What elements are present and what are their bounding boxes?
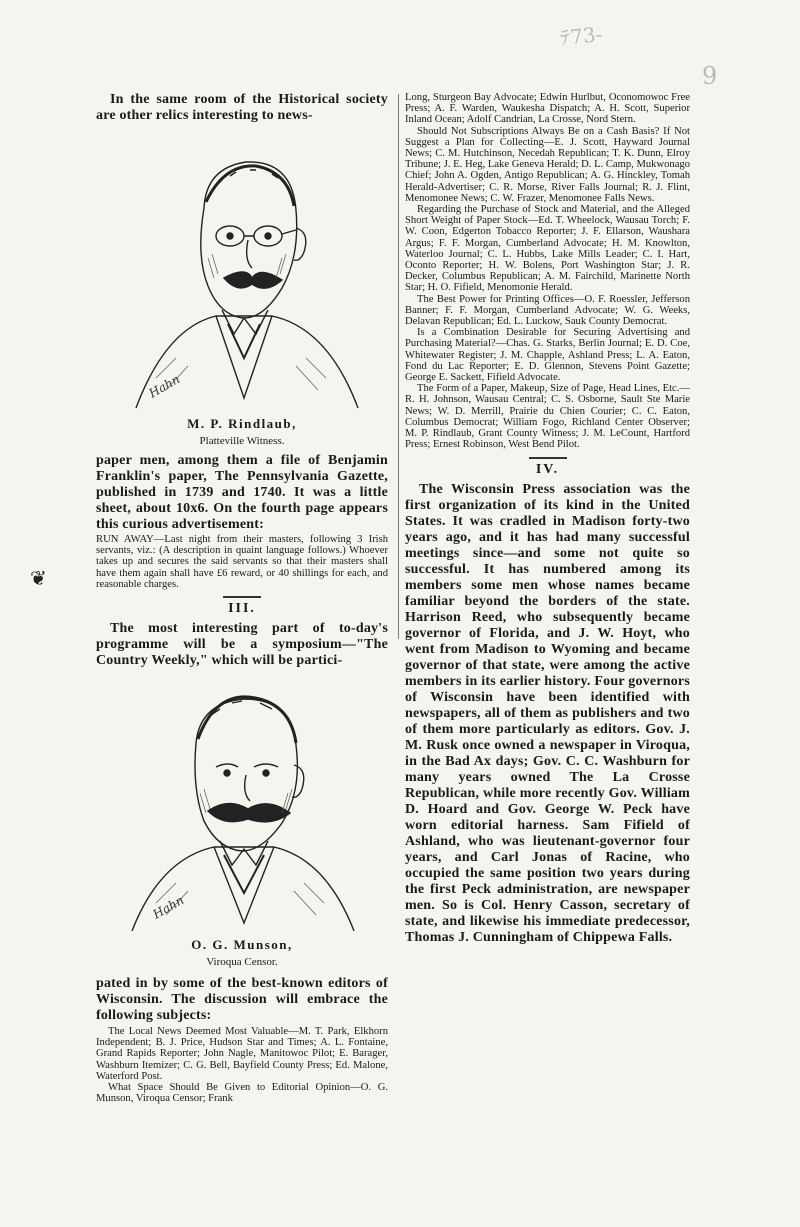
section-heading-iv: IV. [405, 457, 690, 478]
column-rule [398, 94, 399, 639]
portrait-rindlaub [96, 128, 388, 447]
topic-combination: Is a Combination Desirable for Securing Advertising and Purchasing Material?—Chas. G. Starks, Berlin Journal; E. D. Coe, Whitewater Register; J. M. Chapple, Ashland Press; L. A. Eaton, Fond du Lac Reporter; E. D. Glennon, Stevens Point Gazette; George E. Sackett, Fifield Advocate. [405, 327, 690, 384]
portrait-name: M. P. Rindlaub, [187, 416, 297, 431]
section4-paragraph: The Wisconsin Press association was the first organization of its kind in the United States. It was cradled in Madison forty-two years ago, and it has had many successful meetings since—and some not quite so successful. It has numbered among its members some men whose names became familiar beyond the borders of the state. Harrison Reed, who subsequently became governor of Florida, and J. W. Hoyt, who went from Madison to Wyoming and became governor of that state, were among the active members in its earlier history. Four governors of Wisconsin have been identified with newspapers, all of them as publishers and two of them more particularly as editors. Gov. J. M. Rusk once owned a newspaper in Viroqua, in the Bad Ax days; Gov. C. C. Washburn for many years owned The La Crosse Republican, while more recently Gov. William D. Hoard and Gov. George W. Peck have worn editorial harness. Sam Fifield of Ashland, who was lieutenant-governor four years, and Carl Jonas of Racine, who occupied the same position two years during the first Peck administration, are newspaper men. So is Col. Henry Casson, secretary of state, and likewise his immediate predecessor, Thomas J. Cunningham of Chippewa Falls. [405, 481, 690, 945]
portrait-caption-munson [96, 937, 388, 968]
svg-text:Hahn: Hahn [146, 371, 183, 401]
scan-pencil-mark: ﾃ73- [559, 21, 604, 51]
topic-editorial-space-cont: Long, Sturgeon Bay Advocate; Edwin Hurlbut, Oconomowoc Free Press; A. F. Warden, Waukesha Dispatch; A. H. Scott, Superior Inland Ocean; Adolf Candrian, La Crosse, Nord Stern. [405, 92, 690, 126]
portrait-engraving-munson [96, 673, 388, 931]
intro-paragraph: In the same room of the Historical society are other relics interesting to news- [96, 92, 388, 123]
portrait-name: O. G. Munson, [191, 937, 293, 953]
right-column [405, 92, 690, 946]
section-heading-iii: III. [96, 596, 388, 617]
portrait-engraving-rindlaub [96, 128, 388, 410]
portrait-paper: Platteville Witness. [199, 435, 285, 447]
portrait-caption-rindlaub [96, 416, 388, 447]
section-rule [223, 596, 261, 598]
ink-blot-icon: ❦ [30, 568, 47, 590]
svg-text:Hahn: Hahn [150, 892, 187, 922]
topic-subscriptions: Should Not Subscriptions Always Be on a Cash Basis? If Not Suggest a Plan for Collecting—E. J. Scott, Hayward Journal News; C. M. Hutchinson, Necedah Republican; T. K. Dunn, Elroy Tribune; J. E. Heg, Lake Geneva Herald; D. L. Camp, Mukwonago Chief; John A. Ogden, Antigo Republican; A. G. Hinckley, Tomah Herald-Advertiser; C. R. Morse, River Falls Journal; R. J. Flint, Menomonee News; C. W. Frazer, Menomonee Falls News. [405, 125, 690, 204]
topic-stock-material: Regarding the Purchase of Stock and Material, and the Alleged Short Weight of Paper Stock—Ed. T. Wheelock, Wausau Torch; F. W. Coon, Edgerton Tobacco Reporter; J. F. Ellarson, Waushara Argus; F. F. Morgan, Cumberland Advocate; H. M. Knowlton, Waterloo Journal; C. L. Hubbs, Lake Mills Leader; C. I. Hart, Oconto Reporter; H. W. Bolens, Port Washington Star; J. R. Decker, Columbus Republican; A. M. Fairchild, Marinette North Star; H. O. Fifield, Menomonie Herald. [405, 204, 690, 294]
portrait-paper: Viroqua Censor. [206, 956, 278, 969]
section3-continuation: pated in by some of the best-known editors of Wisconsin. The discussion will embrace the following subjects: [96, 976, 388, 1024]
topic-paper-form: The Form of a Paper, Makeup, Size of Page, Head Lines, Etc.—R. H. Johnson, Wausau Central; C. S. Osborne, Sault Ste Marie News; W. D. Merrill, Prairie du Chien Courier; C. C. Eaton, Columbus Democrat; William Fogo, Richland Center Observer; M. P. Rindlaub, Grant County Witness; J. M. LeCount, Hartford Press; Ernest Robinson, West Bend Pilot. [405, 383, 690, 451]
topic-local-news: The Local News Deemed Most Valuable—M. T. Park, Elkhorn Independent; B. J. Price, Hudson Star and Times; A. L. Fontaine, Grand Rapids Reporter; John Nagle, Manitowoc Pilot; E. Barager, Washburn Itemizer; C. G. Bell, Bayfield County Press; Ed. Malone, Waterford Post. [96, 1026, 388, 1082]
portrait-munson [96, 673, 388, 968]
scan-page-number: 9 [702, 62, 718, 90]
section3-paragraph: The most interesting part of to-day's programme will be a symposium—"The Country Weekly," which will be partici- [96, 621, 388, 669]
section-rule [529, 457, 567, 459]
left-column [96, 92, 388, 1104]
advertisement-quote: RUN AWAY—Last night from their masters, following 3 Irish servants, viz.: (A description in quaint language follows.) Whoever takes up and secures the said servants so that their masters shall have them again shall have £6 reward, or 40 shillings for each, and reasonable charges. [96, 534, 388, 590]
topic-editorial-space: What Space Should Be Given to Editorial Opinion—O. G. Munson, Viroqua Censor; Frank [96, 1082, 388, 1105]
intro-continuation: paper men, among them a file of Benjamin Franklin's paper, The Pennsylvania Gazette, published in 1739 and 1740. It was a little sheet, about 10x6. On the fourth page appears this curious advertisement: [96, 453, 388, 532]
topic-printing-power: The Best Power for Printing Offices—O. F. Roessler, Jefferson Banner; F. F. Morgan, Cumberland Advocate; W. G. Weeks, Delavan Republican; Ed. L. Luckow, Sauk County Democrat. [405, 293, 690, 328]
